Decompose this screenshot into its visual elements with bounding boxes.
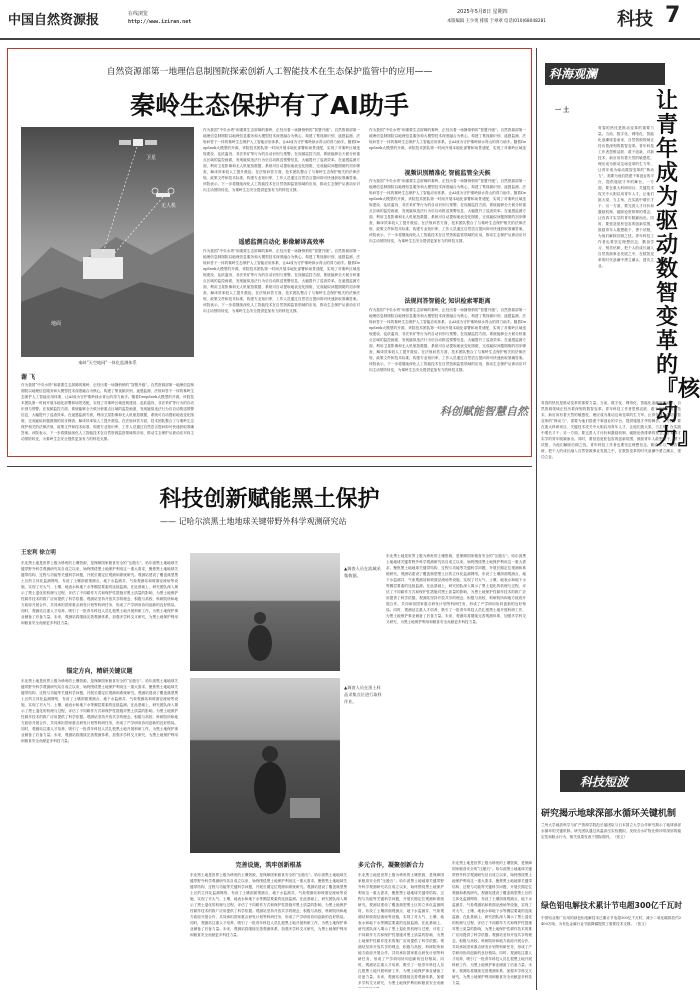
innovation-stamp <box>437 405 531 451</box>
article1-headline: 秦岭生态保护有了AI助手 <box>130 91 409 120</box>
column-text-a: 青春的热忱是推动变革的重要力量。当前，数字化、网络化、智能化浪潮席卷而来，自然资源领域正经历着深刻的数智变革。青年科技工作者思维活跃、敢于创新，对新技术、新应用有着天然的敏感性，理应成为推动这场变革的生力军。让青年成为驱动数智变革的“核动力”，需要为他们搭建干事创业的平台，提供施展才华的舞台。一方面，要在重大科研项目、关键技术攻关中大胆启用青年人才，让他们挑大梁、当主角，在实践中增长才干；另一方面，要完善人才评价和激励机制，破除论资排辈的观念，让有真才实学的青年脱颖而出。同时，要营造宽松包容的创新氛围，鼓励青年人敢想敢干、勇于试错，为他们解除后顾之忧。青年科技工作者也要坚定理想信念，勤奋学习、刻苦钻研，把个人的成长融入自然资源事业发展之中，在数智变革的时代浪潮中勇立潮头、建功立业。 <box>598 126 654 268</box>
stamp-text: 科创赋能智慧自然 <box>440 405 528 418</box>
article1-kicker: 自然资源部第一地理信息制图院探索创新人工智能技术在生态保护监管中的应用—— <box>106 67 433 77</box>
drone-label: 无人机 <box>161 203 177 209</box>
article2-subtitle: —— 记哈尔滨黑土地地球关键带野外科学观测研究站 <box>160 517 347 526</box>
brief-label: 科技短波 <box>580 775 629 789</box>
article1-illustration <box>21 127 194 357</box>
brief-headline-1: 研究揭示地球深部水循环关键机制 <box>541 809 677 819</box>
article2-subhead-3: 多元合作，凝聚创新合力 <box>358 862 425 869</box>
article2-photo-2 <box>190 678 340 853</box>
article2-author: 王宏利 徐立明 <box>21 550 56 556</box>
site-url[interactable]: http://www.iziran.net <box>128 19 192 25</box>
article2-col4-text: 东北黑土地是世界上极为珍贵的土壤资源，是保障国家粮食安全的“压舱石”。哈尔滨黑土地地球关键带野外科学观测研究站自成立以来，始终围绕黑土地保护利用这一重大需求，聚焦黑土地地球关键带结构、过程与功能等关键科学问题，开展长期定位观测和系统研究。观测站建设了覆盖典型黑土区的立体化监测网络，布设了土壤剖面观测点、地下水监测井、气象观测站和坡面径流场等设施，实现了对大气、土壤、地表水和地下水等圈层要素的连续监测。在此基础上，研究团队深入揭示了黑土退化的机理与过程，评估了不同耕作方式和保护性措施对黑土质量的影响，为黑土地保护性耕作技术的推广应用提供了科学依据。观测站坚持开放共享的理念，积极与高校、科研院所和地方政府开展合作，共同承担国家重点研发计划等科研任务，形成了产学研用协同创新的良好格局。同时，观测站注重人才培养，吸引了一批青年科技人员扎根黑土地开展科研工作，为黑土地保护事业储备了后备力量。未来，观测站将继续完善观测体系，加强多学科交叉研究，为黑土地保护利用和粮食安全贡献 <box>358 873 444 985</box>
column-divider <box>536 48 537 990</box>
editors-line: 本版编辑 王少勇 排版 于翠翠 电话(010)68048281 <box>447 19 547 24</box>
paper-name: 中国自然资源报 <box>8 13 100 28</box>
article2-col1a-text: 东北黑土地是世界上极为珍贵的土壤资源，是保障国家粮食安全的“压舱石”。哈尔滨黑土地地球关键带野外科学观测研究站自成立以来，始终围绕黑土地保护利用这一重大需求，聚焦黑土地地球关键带结构、过程与功能等关键科学问题，开展长期定位观测和系统研究。观测站建设了覆盖典型黑土区的立体化监测网络，布设了土壤剖面观测点、地下水监测井、气象观测站和坡面径流场等设施，实现了对大气、土壤、地表水和地下水等圈层要素的连续监测。在此基础上，研究团队深入揭示了黑土退化的机理与过程，评估了不同耕作方式和保护性措施对黑土质量的影响，为黑土地保护性耕作技术的推广应用提供了科学依据。观测站坚持开放共享的理念，积极与高校、科研院所和地方政府开展合作，共同承担国家重点研发计划等科研任务，形成了产学研用协同创新的良好格局。同时，观测站注重人才培养，吸引了一批青年科技人员扎根黑土地开展科研工作，为黑土地保护事业储备了后备力量。未来，观测站将继续完善观测体系，加强多学科交叉研究，为黑土地保护利用和粮食安全贡献更多科技力量。 <box>21 561 178 625</box>
article1-subhead-2: 法规问答智能化 知识检索零距离 <box>404 298 491 305</box>
satellite-label: 卫星 <box>146 155 157 161</box>
column-label: 科海观澜 <box>549 67 598 81</box>
article2-col1b-text: 东北黑土地是世界上极为珍贵的土壤资源，是保障国家粮食安全的“压舱石”。哈尔滨黑土地地球关键带野外科学观测研究站自成立以来，始终围绕黑土地保护利用这一重大需求，聚焦黑土地地球关键带结构、过程与功能等关键科学问题，开展长期定位观测和系统研究。观测站建设了覆盖典型黑土区的立体化监测网络，布设了土壤剖面观测点、地下水监测井、气象观测站和坡面径流场等设施，实现了对大气、土壤、地表水和地下水等圈层要素的连续监测。在此基础上，研究团队深入揭示了黑土退化的机理与过程，评估了不同耕作方式和保护性措施对黑土质量的影响，为黑土地保护性耕作技术的推广应用提供了科学依据。观测站坚持开放共享的理念，积极与高校、科研院所和地方政府开展合作，共同承担国家重点研发计划等科研任务，形成了产学研用协同创新的良好格局。同时，观测站注重人才培养，吸引了一批青年科技人员扎根黑土地开展科研工作，为黑土地保护事业储备了后备力量。未来，观测站将继续完善观测体系，加强多学科交叉研究，为黑土地保护利用和粮食安全贡献更多科技力量。 <box>21 679 178 743</box>
column-headline: 让青年成为驱动数智变革的『核动力』 <box>656 89 700 450</box>
article2-col3-text: 东北黑土地是世界上极为珍贵的土壤资源，是保障国家粮食安全的“压舱石”。哈尔滨黑土地地球关键带野外科学观测研究站自成立以来，始终围绕黑土地保护利用这一重大需求，聚焦黑土地地球关键带结构、过程与功能等关键科学问题，开展长期定位观测和系统研究。观测站建设了覆盖典型黑土区的立体化监测网络，布设了土壤剖面观测点、地下水监测井、气象观测站和坡面径流场等设施，实现了对大气、土壤、地表水和地下水等圈层要素的连续监测。在此基础上，研究团队深入揭示了黑土退化的机理与过程，评估了不同耕作方式和保护性措施对黑土质量的影响，为黑土地保护性耕作技术的推广应用提供了科学依据。观测站坚持开放共享的理念，积极与高校、科研院所和地方政府开展合作，共同承担国家重点研发计划等科研任务，形成了产学研用协同创新的良好格局。同时，观测站注重人才培养，吸引了一批青年科技人员扎根黑土地开展科研工作，为黑土地保护事业储备了后备力量。未来，观测站将继续完善观测体系，加强多学科交叉研究，为黑土地保护利用和粮食安全贡献更多科技力量。 <box>190 873 347 937</box>
field-survey-photo <box>190 553 340 671</box>
section-name: 科技 <box>617 9 653 30</box>
article1-col3b-text: 作为我国“中央水塔”和重要生态屏障的秦岭，正经历着一场静悄悄的“智慧升级”。自然资源部第一地理信息制图院以地理信息服务和大模型技术深度融合为核心，构建了集视频识别、遥感监测、法规问答于一体的秦岭生态保护人工智能应用体系，让AI成为守护秦岭绿水青山的得力助手。随着DeepSeek大模型的开源，该院技术团队第一时间开展本地化部署和场景适配，实现了对秦岭区域违规建设、乱砍滥伐、非法采矿等行为的自动识别与预警。在视频监控方面，系统能够全天候分析重点区域的监控画面，发现疑似违法行为后自动推送预警信息，大幅提升了巡查效率。在遥感监测方面，利用卫星影像和无人机航拍数据，系统可自动提取地表变化图斑，完成疑似问题图斑的初步筛查，解译效率较人工提升数倍。在法规问答方面，技术团队整合了与秦岭生态保护相关的法律法规、政策文件和技术标准，构建专业知识库，工作人员通过自然语言提问即可快速获取准确答案。该院表示，下一步将继续深化人工智能技术在自然资源监管领域的应用，推动生态保护从被动应对向主动预防转变，为秦岭生态安全提供更加有力的科技支撑。 <box>369 179 526 243</box>
article1-subhead-1: 视频识别精准化 智能监管全天候 <box>404 170 491 177</box>
sampling-photo <box>190 678 340 853</box>
article1-col1-text: 作为我国“中央水塔”和重要生态屏障的秦岭，正经历着一场静悄悄的“智慧升级”。自然资源部第一地理信息制图院以地理信息服务和大模型技术深度融合为核心，构建了集视频识别、遥感监测、法规问答于一体的秦岭生态保护人工智能应用体系，让AI成为守护秦岭绿水青山的得力助手。随着DeepSeek大模型的开源，该院技术团队第一时间开展本地化部署和场景适配，实现了对秦岭区域违规建设、乱砍滥伐、非法采矿等行为的自动识别与预警。在视频监控方面，系统能够全天候分析重点区域的监控画面，发现疑似违法行为后自动推送预警信息，大幅提升了巡查效率。在遥感监测方面，利用卫星影像和无人机航拍数据，系统可自动提取地表变化图斑，完成疑似问题图斑的初步筛查，解译效率较人工提升数倍。在法规问答方面，技术团队整合了与秦岭生态保护相关的法律法规、政策文件和技术标准，构建专业知识库，工作人员通过自然语言提问即可快速获取准确答案。该院表示，下一步将继续深化人工智能技术在自然资源监管领域的应用，推动生态保护从被动应对向主动预防转变，为秦岭生态安全提供更加有力的科技支撑。 <box>21 383 194 441</box>
brief-body-1: 兰州大学地质科学与矿产资源学院范长福团队与日本国立大学合作研究揭示了地球深部水循环的关键机制。研究团队通过高温高压实验模拟，发现含水矿物在俯冲带深部的稳定性和脱水行为，相关成果发表于国际期刊。（张文） <box>541 823 681 839</box>
issue-date: 2025年5月8日 星期四 <box>457 9 508 15</box>
masthead <box>0 0 700 40</box>
brief-headline-2: 绿色铝电解技术累计节电超300亿千瓦时 <box>541 901 683 910</box>
article2-subhead-2: 完善设施，筑牢创新根基 <box>235 862 302 869</box>
sky-ground-network-image <box>21 127 194 357</box>
article1-col3a-text: 作为我国“中央水塔”和重要生态屏障的秦岭，正经历着一场静悄悄的“智慧升级”。自然资源部第一地理信息制图院以地理信息服务和大模型技术深度融合为核心，构建了集视频识别、遥感监测、法规问答于一体的秦岭生态保护人工智能应用体系，让AI成为守护秦岭绿水青山的得力助手。随着DeepSeek大模型的开源，该院技术团队第一时间开展本地化部署和场景适配，实现了对秦岭区域违 <box>369 128 526 150</box>
article2-photo-2-caption: ▲调查人员在黑土样品采集点位进行取样作业。 <box>344 685 382 704</box>
article1-col3c-text: 作为我国“中央水塔”和重要生态屏障的秦岭，正经历着一场静悄悄的“智慧升级”。自然资源部第一地理信息制图院以地理信息服务和大模型技术深度融合为核心，构建了集视频识别、遥感监测、法规问答于一体的秦岭生态保护人工智能应用体系，让AI成为守护秦岭绿水青山的得力助手。随着DeepSeek大模型的开源，该院技术团队第一时间开展本地化部署和场景适配，实现了对秦岭区域违规建设、乱砍滥伐、非法采矿等行为的自动识别与预警。在视频监控方面，系统能够全天候分析重点区域的监控画面，发现疑似违法行为后自动推送预警信息，大幅提升了巡查效率。在遥感监测方面，利用卫星影像和无人机航拍数据，系统可自动提取地表变化图斑，完成疑似问题图斑的初步筛查，解译效率较人工提升数倍。在法规问答方面，技术团队整合了与秦岭生态保护相关的法律法规、政策文件和技术标准，构建专业知识库，工作人员通过自然语言提问即可快速获取准确答案。该院表示，下一步将继续深化人工智能技术在自然资源监管领域的应用，推动生态保护从被动应对向主动预防转变，为秦岭生态安全提供更加有力的科技支撑。 <box>369 308 526 372</box>
article1-photo-caption: 秦岭"天空地网"一体化监测体系 <box>78 360 137 365</box>
article2-photo-1 <box>190 553 340 671</box>
divider-1 <box>7 466 532 467</box>
article1-subhead-3: 遥感监测自动化 影像解译高效率 <box>238 239 325 246</box>
article2-col5-text: 东北黑土地是世界上极为珍贵的土壤资源，是保障国家粮食安全的“压舱石”。哈尔滨黑土地地球关键带野外科学观测研究站自成立以来，始终围绕黑土地保护利用这一重大需求，聚焦黑土地地球关键带结构、过程与功能等关键科学问题，开展长期定位观测和系统研究。观测站建设了覆盖典型黑土区的立体化监测网络，布设了土壤剖面观测点、地下水监测井、气象观测站和坡面径流场等设施，实现了对大气、土壤、地表水和地下水等圈层要素的连续监测。在此基础上，研究团队深入揭示了黑土退化的机理与过程，评估了不同耕作方式和保护性措施对黑土质量的影响，为黑土地保护性耕作技术的推广应用提供了科学依据。观测站坚持开放共享的理念，积极与高校、科研院所和地方政府开展合作，共同承担国家重点研发计划等科研任务，形成了产学研用协同创新的良好格局。同时，观测站注重人才培养，吸引了一批青年科技人员扎根黑土地开展科研工作，为黑土地保护事业储备了后备力量。未来，观测站将继续完善观测体系，加强多学科交叉研究，为黑土地保护利用和粮食安全贡献更多科技力量。 <box>452 861 532 985</box>
masthead-rule <box>0 38 700 40</box>
article1-col2-text: 作为我国“中央水塔”和重要生态屏障的秦岭，正经历着一场静悄悄的“智慧升级”。自然资源部第一地理信息制图院以地理信息服务和大模型技术深度融合为核心，构建了集视频识别、遥感监测、法规问答于一体的秦岭生态保护人工智能应用体系，让AI成为守护秦岭绿水青山的得力助手。随着DeepSeek大模型的开源，该院技术团队第一时间开展本地化部署和场景适配，实现了对秦岭区域违规建设、乱砍滥伐、非法采矿等行为的自动识别与预警。在视频监控方面，系统能够全天候分析重点区域的监控画面，发现疑似违法行为后自动推送预警信息，大幅提升了巡查效率。在遥感监测方面，利用卫星影像和无人机航拍数据，系统可自动提取地表变化图斑，完成疑似问题图斑的初步筛查，解译效率较人工提升数倍。在法规问答方面，技术团队整合了与秦岭生态保护相关的法律法规、政策文件和技术标准，构建专业知识库，工作人员通过自然语言提问即可快速获取准确答案。该院表示，下一步将继续深化人工智能技术在自然资源监管领域的应用，推动生态保护从被动应对向主动预防转变，为秦岭生态安全提供更加有力的科技支撑。 <box>203 128 360 192</box>
article2-col2-text: 东北黑土地是世界上极为珍贵的土壤资源，是保障国家粮食安全的“压舱石”。哈尔滨黑土地地球关键带野外科学观测研究站自成立以来，始终围绕黑土地保护利用这一重大需求，聚焦黑土地地球关键带结构、过程与功能等关键科学问题，开展长期定位观测和系统研究。观测站建设了覆盖典型黑土区的立体化监测网络，布设了土壤剖面观测点、地下水监测井、气象观测站和坡面径流场等设施，实现了对大气、土壤、地表水和地下水等圈层要素的连续监测。在此基础上，研究团队深入揭示了黑土退化的机理与过程，评估了不同耕作方式和保护性措施对黑土质量的影响，为黑土地保护性耕作技术的推广应用提供了科学依据。观测站坚持开放共享的理念，积极与高校、科研院所和地方政府开展合作，共同承担国家重点研发计划等科研任务，形成了产学研用协同创新的良好格局。同时，观测站注重人才培养，吸引了一批青年科技人员扎根黑土地开展科研工作，为黑土地保护事业储备了后备力量。未来，观测站将继续完善观测体系，加强多学科交叉研究，为黑土地保护利用和粮食安全贡献更多科技力量。 <box>386 554 526 624</box>
article1-author: 谢 飞 <box>21 374 36 381</box>
article1-col2b-text: 作为我国“中央水塔”和重要生态屏障的秦岭，正经历着一场静悄悄的“智慧升级”。自然资源部第一地理信息制图院以地理信息服务和大模型技术深度融合为核心，构建了集视频识别、遥感监测、法规问答于一体的秦岭生态保护人工智能应用体系，让AI成为守护秦岭绿水青山的得力助手。随着DeepSeek大模型的开源，该院技术团队第一时间开展本地化部署和场景适配，实现了对秦岭区域违规建设、乱砍滥伐、非法采矿等行为的自动识别与预警。在视频监控方面，系统能够全天候分析重点区域的监控画面，发现疑似违法行为后自动推送预警信息，大幅提升了巡查效率。在遥感监测方面，利用卫星影像和无人机航拍数据，系统可自动提取地表变化图斑，完成疑似问题图斑的初步筛查，解译效率较人工提升数倍。在法规问答方面，技术团队整合了与秦岭生态保护相关的法律法规、政策文件和技术标准，构建专业知识库，工作人员通过自然语言提问即可快速获取准确答案。该院表示，下一步将继续深化人工智能技术在自然资源监管领域的应用，推动生态保护从被动应对向主动预防转变，为秦岭生态安全提供更加有力的科技支撑。 <box>203 249 360 313</box>
ground-label: 地面 <box>51 321 62 327</box>
article2-headline: 科技创新赋能黑土保护 <box>159 487 380 512</box>
column-author: 一 土 <box>555 107 570 114</box>
article2-photo-1-caption: ▲调查人员在流域采集数据。 <box>344 566 381 578</box>
brief-body-2: 中国铝业推广应用的绿色铝电解技术已累计节电超300亿千瓦时，减少二氧化碳排放约2400万吨，为有色金属行业节能降碳提供了重要技术支撑。（张文） <box>541 916 681 926</box>
satellite-icon <box>119 139 157 146</box>
page-number: 7 <box>665 3 681 28</box>
article2-subhead-1: 锚定方向，精研关键议题 <box>66 668 133 675</box>
url-cn: 在线浏览 <box>128 11 149 17</box>
column-text-b: 青春的热忱是推动变革的重要力量。当前，数字化、网络化、智能化浪潮席卷而来，自然资源领域正经历着深刻的数智变革。青年科技工作者思维活跃、敢于创新，对新技术、新应用有着天然的敏感性，理应成为推动这场变革的生力军。让青年成为驱动数智变革的“核动力”，需要为他们搭建干事创业的平台，提供施展才华的舞台。一方面，要在重大科研项目、关键技术攻关中大胆启用青年人才，让他们挑大梁、当主角，在实践中增长才干；另一方面，要完善人才评价和激励机制，破除论资排辈的观念，让有真才实学的青年脱颖而出。同时，要营造宽松包容的创新氛围，鼓励青年人敢想敢干、勇于试错，为他们解除后顾之忧。青年科技工作者也要坚定理想信念，勤奋学习、刻苦钻研，把个人的成长融入自然资源事业发展之中，在数智变革的时代浪潮中勇立潮头、建功立业。 <box>541 401 681 459</box>
